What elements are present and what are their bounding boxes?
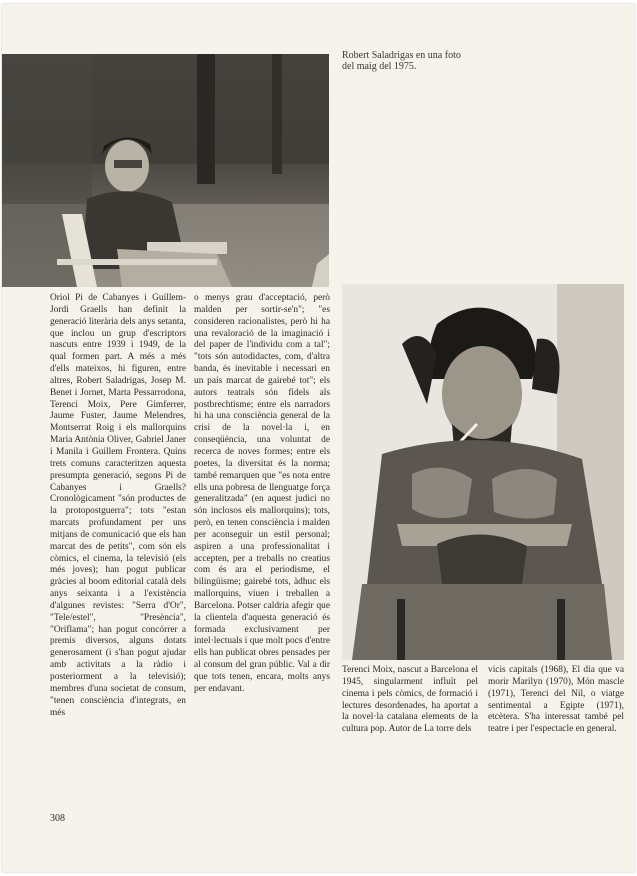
column-1-text: Oriol Pi de Cabanyes i Guillem-Jordi Graells han definit la generació literària dels anys setanta, que inclou un grup d'escriptors nascuts entre 1939 i 1949, de la qual formen part. A més a més d'ells mateixos, hi figuren, entre altres, Robert Saladrigas, Josep M. Benet i Jornet, Marta Pessarrodona, Terenci Moix, Pere Gimferrer, Jaume Fuster, Jaume Melendres, Montserrat Roig i els mallorquins Maria Antònia Oliver, Gabriel Janer i Manila i Guillem Frontera. Quins trets comuns caracteritzen aquesta presumpta generació, segons Pi de Cabanyes i Graells? Cronològicament "són productes de la protopostguerra"; tots "estan marcats profundament per uns mitjans de comunicació que els han marcat des de petits", com són els còmics, el cinema, la televisió (els més joves); han pogut publicar gràcies al boom editorial català dels anys seixanta i a l'existència d'algunes revistes: "Serra d'Or", "Tele/estel", "Presència", "Oriflama"; han pogut concórrer a premis diversos, alguns dotats generosament (i s'han pogut ajudar amb activitats a la ràdio i posteriorment a la televisió); membres d'una societat de consum, "tenen consciència d'integrats, en més	[50, 293, 186, 718]
column-4-text: vicis capitals (1968), El dia que va morir Marilyn (1970), Món mascle (1971), Terenci del Nil, o viatge sentimental a Egipte (1971), etcètera. S'ha interessat també pel teatre i per l'espectacle en general.	[488, 665, 624, 735]
text-column-3	[342, 665, 478, 759]
photo-robert-saladrigas	[2, 54, 329, 287]
column-2-text: o menys grau d'acceptació, però malden per sortir-se'n"; "es consideren racionalistes, però hi ha una revaloració de la imaginació i del paper de l'individu com a tal"; "tots són autodidactes, com, d'altra banda, és inevitable i necessari en un país marcat de gairebé tot"; els autors teatrals són fidels als postbrechtisme; entre els narradors hi ha una consciència general de la crisi de la novel·la i, en conseqüència, una voluntat de recerca de noves formes; entre els poetes, la diversitat és la norma; també remarquen que "es nota entre ells una pobresa de llenguatge força generalitzada" (en aquest judici no són inclosos els mallorquins); tots, però, en tenen consciència i malden per aconseguir un estil personal; aspiren a una professionalitat i accepten, per a treballs no creatius com és ara el periodisme, el bilingüisme; gairebé tots, àdhuc els mallorquins, viuen i treballen a Barcelona. Potser caldria afegir que la clientela d'aquesta generació és formada exclusivament per intel·lectuals i que molt pocs d'entre ells han publicat obres pensades per al consum del gran públic. Val a dir que tots tenen, encara, molts anys per endavant.	[194, 293, 330, 694]
photo-caption: Robert Saladrigas en una foto del maig del 1975.	[342, 50, 461, 72]
text-column-4	[488, 665, 624, 759]
magazine-page	[2, 4, 635, 872]
photo-terenci-moix	[342, 284, 624, 660]
text-column-1	[50, 293, 186, 753]
text-column-2	[194, 293, 330, 753]
column-3-text: Terenci Moix, nascut a Barcelona el 1945, singularment influït pel cinema i pels còmics, de formació i lectures desordenades, ha aportat a la novel·la catalana elements de la cultura pop. Autor de La torre dels	[342, 665, 478, 735]
page-number: 308	[50, 813, 65, 824]
